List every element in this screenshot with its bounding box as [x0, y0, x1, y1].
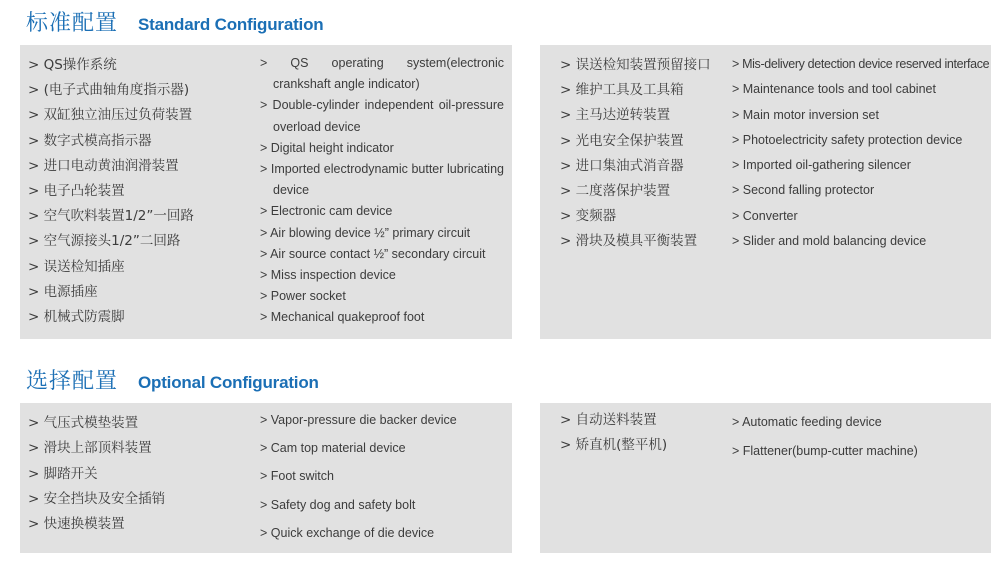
list-item: > Mechanical quakeproof foot: [260, 310, 425, 325]
list-item: > 误送检知插座: [28, 258, 125, 275]
list-item: > Imported oil-gathering silencer: [732, 158, 911, 173]
list-item: > 快速换模装置: [28, 516, 125, 533]
standard-right-panel: [540, 45, 991, 339]
list-item: > 电源插座: [28, 283, 98, 300]
list-item: > 变频器: [560, 208, 617, 225]
optional-right-panel: [540, 403, 991, 553]
optional-right-en-list: [732, 408, 988, 465]
optional-left-cn-list: [28, 411, 253, 537]
list-item: > Digital height indicator: [260, 140, 394, 155]
list-item: > 气压式模垫装置: [28, 415, 139, 431]
list-item: > Power socket: [260, 289, 346, 304]
list-item: > 主马达逆转装置: [560, 107, 671, 124]
list-item: > 空气源接头1/2”二回路: [28, 233, 181, 250]
list-item: > Quick exchange of die device: [260, 525, 435, 540]
standard-right-en-list: [732, 52, 988, 254]
list-item: > 进口电动黄油润滑装置: [28, 157, 179, 174]
standard-right-cn-list: [560, 53, 730, 255]
list-item: > Air blowing device ½” primary circuit: [260, 225, 471, 240]
list-item: > 进口集油式消音器: [560, 157, 684, 174]
list-item: > Second falling protector: [732, 183, 875, 198]
list-item: > Flattener(bump-cutter machine): [732, 443, 918, 458]
list-item: > Mis-delivery detection device reserved interface: [732, 57, 990, 71]
optional-right-cn-list: [560, 408, 730, 459]
list-item: > Slider and mold balancing device: [732, 234, 927, 249]
list-item: > 自动送料装置: [560, 412, 657, 428]
list-item: > 维护工具及工具箱: [560, 82, 684, 99]
list-item: > Automatic feeding device: [732, 415, 882, 429]
list-item: > 二度落保护装置: [560, 182, 671, 199]
list-item: > Safety dog and safety bolt: [260, 497, 416, 512]
optional-section-title: [26, 364, 319, 395]
list-item: > Miss inspection device: [260, 268, 396, 283]
list-item: > 矫直机(整平机): [560, 437, 668, 454]
standard-title-cn: 标准配置: [26, 11, 119, 36]
list-item: > QS操作系统: [28, 57, 117, 73]
standard-left-cn-list: [28, 53, 253, 330]
list-item: > Main motor inversion set: [732, 107, 879, 122]
list-item: > Foot switch: [260, 469, 334, 484]
list-item: > 脚踏开关: [28, 465, 98, 482]
list-item: > 空气吹料装置1/2”一回路: [28, 208, 194, 225]
list-item: > 光电安全保护装置: [560, 132, 684, 149]
list-item: > Maintenance tools and tool cabinet: [732, 82, 936, 97]
list-item: > 安全挡块及安全插销: [28, 490, 166, 507]
list-item: > 滑块及模具平衡装置: [560, 233, 698, 250]
list-item: > Electronic cam device: [260, 204, 393, 219]
list-item: > QS operating system(electronic crankshaft angle indicator): [260, 56, 504, 92]
list-item: > Vapor-pressure die backer device: [260, 413, 457, 427]
list-item: > 数字式模高指示器: [28, 132, 152, 149]
list-item: > Cam top material device: [260, 441, 406, 456]
list-item: > Converter: [732, 208, 798, 223]
list-item: > 电子凸轮装置: [28, 182, 125, 199]
standard-section-title: [26, 6, 323, 37]
optional-title-cn: 选择配置: [26, 369, 119, 394]
standard-left-en-list: [260, 53, 504, 329]
standard-title-en: Standard Configuration: [138, 15, 324, 34]
list-item: > 误送检知装置预留接口: [560, 57, 711, 73]
list-item: > Imported electrodynamic butter lubricating device: [260, 162, 504, 198]
optional-title-en: Optional Configuration: [138, 373, 319, 392]
list-item: > Air source contact ½” secondary circuit: [260, 246, 486, 261]
list-item: > Photoelectricity safety protection device: [732, 132, 963, 147]
list-item: > 机械式防震脚: [28, 308, 125, 325]
optional-left-en-list: [260, 406, 504, 547]
list-item: > 双缸独立油压过负荷装置: [28, 107, 193, 124]
list-item: > Double-cylinder independent oil-pressure overload device: [260, 98, 504, 134]
list-item: > 滑块上部顶料装置: [28, 440, 152, 457]
optional-left-panel: [20, 403, 512, 553]
standard-left-panel: [20, 45, 512, 339]
list-item: > (电子式曲轴角度指示器): [28, 82, 190, 99]
